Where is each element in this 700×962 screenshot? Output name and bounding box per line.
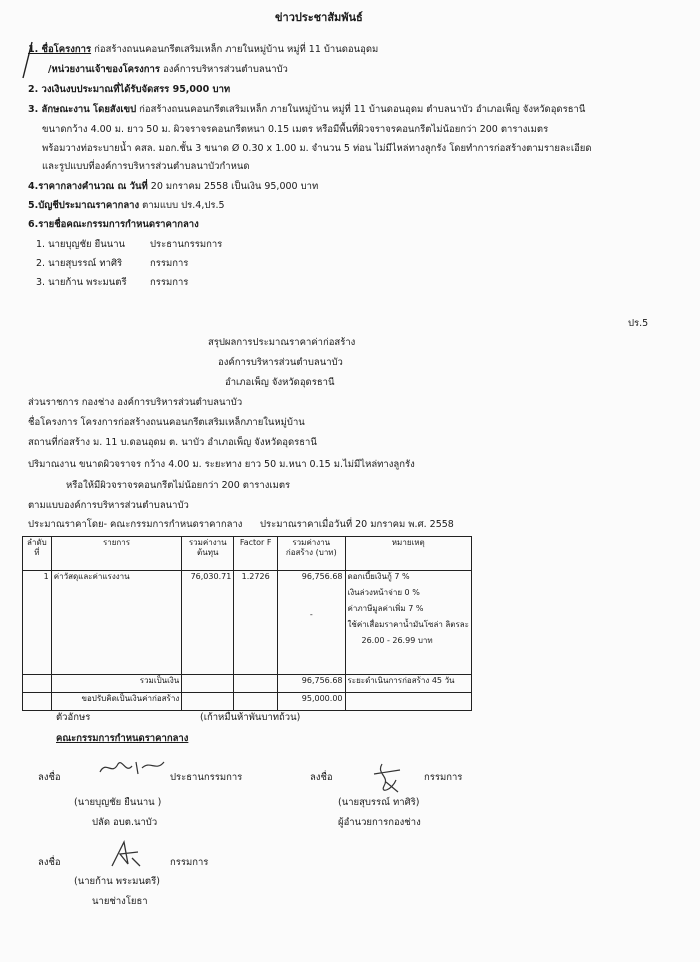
remark-advance: เงินล่วงหน้าจ่าย 0 % bbox=[347, 588, 420, 597]
signature-3-role: กรรมการ bbox=[170, 857, 209, 868]
signature-3-name: (นายก้าน พระมนตรี) bbox=[74, 876, 160, 887]
item-5-text: ตามแบบ ปร.4,ปร.5 bbox=[142, 200, 225, 211]
form-estimator: ประมาณราคาโดย- คณะกรรมการกำหนดราคากลาง bbox=[28, 519, 243, 530]
row-dash: - bbox=[309, 610, 313, 619]
remark-fuel-range: 26.00 - 26.99 บาท bbox=[361, 636, 433, 645]
letters-label: ตัวอักษร bbox=[56, 712, 91, 723]
item-3-line-1: ก่อสร้างถนนคอนกรีตเสริมเหล็ก ภายในหมู่บ้าน หมู่ที่ 11 บ้านดอนอุดม ตำบลนาบัว อำเภอเพ็ญ จังหวัดอุดรธานี bbox=[139, 104, 586, 115]
committee-member-2-name: 2. นายสุบรรณ์ ทาศิริ bbox=[36, 258, 123, 269]
header-item: รายการ bbox=[51, 537, 181, 571]
item-5-label: 5.บัญชีประมาณราคากลาง bbox=[28, 200, 140, 211]
item-1b-label: /หน่วยงานเจ้าของโครงการ bbox=[48, 64, 160, 75]
signature-2 bbox=[368, 760, 408, 796]
row-total-cell bbox=[278, 571, 345, 675]
page-title: ข่าวประชาสัมพันธ์ bbox=[275, 11, 363, 24]
item-3-line-2: ขนาดกว้าง 4.00 ม. ยาว 50 ม. ผิวจราจรคอนกรีตหนา 0.15 เมตร หรือมีพื้นที่ผิวจราจรคอนกรีตไม่น้อยกว่า 200 ตารางเมตร bbox=[42, 124, 549, 135]
header-no: ลำดับที่ bbox=[23, 537, 52, 571]
item-3 bbox=[28, 104, 585, 116]
row-remarks bbox=[345, 571, 472, 675]
row-factor: 1.2726 bbox=[234, 571, 278, 675]
item-3-label: 3. ลักษณะงาน โดยสังเขป bbox=[28, 104, 137, 115]
sign-word-2: ลงชื่อ bbox=[310, 772, 333, 783]
remark-vat: ค่าภาษีมูลค่าเพิ่ม 7 % bbox=[347, 604, 424, 613]
form-project: ชื่อโครงการ โครงการก่อสร้างถนนคอนกรีตเสริมเหล็กภายในหมู่บ้าน bbox=[28, 417, 305, 428]
committee-heading: คณะกรรมการกำหนดราคากลาง bbox=[56, 733, 189, 744]
table-sum-row bbox=[23, 675, 472, 693]
row-item: ค่าวัสดุและค่าแรงงาน bbox=[51, 571, 181, 675]
round-value: 95,000.00 bbox=[278, 693, 345, 711]
committee-member-1-name: 1. นายบุญชัย ยืนนาน bbox=[36, 239, 126, 250]
form-quantity-2: หรือให้มีผิวจราจรคอนกรีตไม่น้อยกว่า 200 ตารางเมตร bbox=[66, 480, 291, 491]
form-heading-3: อำเภอเพ็ญ จังหวัดอุดรธานี bbox=[225, 377, 335, 388]
item-1-label: 1. ชื่อโครงการ bbox=[28, 44, 92, 55]
table-header-row bbox=[23, 537, 472, 571]
sum-value: 96,756.68 bbox=[278, 675, 345, 693]
form-estimate-date: ประมาณราคาเมื่อวันที่ 20 มกราคม พ.ศ. 2558 bbox=[260, 519, 454, 530]
item-4-label: 4.ราคากลางคำนวณ ณ วันที่ bbox=[28, 181, 148, 192]
item-4 bbox=[28, 181, 318, 193]
item-1-text: ก่อสร้างถนนคอนกรีตเสริมเหล็ก ภายในหมู่บ้าน หมู่ที่ 11 บ้านดอนอุดม bbox=[94, 44, 379, 55]
row-cost: 76,030.71 bbox=[182, 571, 234, 675]
remark-interest: ดอกเบี้ยเงินกู้ 7 % bbox=[347, 572, 410, 581]
header-remark: หมายเหตุ bbox=[345, 537, 472, 571]
committee-member-1-role: ประธานกรรมการ bbox=[150, 239, 223, 250]
sum-label: รวมเป็นเงิน bbox=[51, 675, 181, 693]
signature-1 bbox=[92, 754, 172, 784]
item-4-text: 20 มกราคม 2558 เป็นเงิน 95,000 บาท bbox=[150, 181, 319, 192]
remark-fuel: ใช้ค่าเสื่อมราคาน้ำมันโซล่า ลิตรละ bbox=[347, 620, 469, 629]
signature-3 bbox=[108, 838, 144, 870]
table-round-row bbox=[23, 693, 472, 711]
row-total: 96,756.68 bbox=[301, 572, 343, 581]
committee-member-3-name: 3. นายก้าน พระมนตรี bbox=[36, 277, 127, 288]
committee-member-3-role: กรรมการ bbox=[150, 277, 189, 288]
item-3-line-3: พร้อมวางท่อระบายน้ำ คสล. มอก.ชั้น 3 ขนาด Ø 0.30 x 1.00 ม. จำนวน 5 ท่อน ไม่มีไหล่ทางลูกรัง โดยทำการก่อสร้างตามรายละเอียด bbox=[42, 143, 592, 154]
table-row bbox=[23, 571, 472, 675]
signature-2-name: (นายสุบรรณ์ ทาศิริ) bbox=[338, 797, 420, 808]
sign-word-1: ลงชื่อ bbox=[38, 772, 61, 783]
form-code: ปร.5 bbox=[628, 318, 649, 329]
round-label: ขอปรับคิดเป็นเงินค่าก่อสร้าง bbox=[51, 693, 181, 711]
item-5 bbox=[28, 200, 225, 212]
sign-word-3: ลงชื่อ bbox=[38, 857, 61, 868]
signature-2-position: ผู้อำนวยการกองช่าง bbox=[338, 817, 421, 828]
item-1b bbox=[48, 64, 288, 76]
estimate-table bbox=[22, 536, 472, 711]
signature-2-role: กรรมการ bbox=[424, 772, 463, 783]
item-6-label: 6.รายชื่อคณะกรรมการกำหนดราคากลาง bbox=[28, 219, 199, 230]
signature-1-name: (นายบุญชัย ยืนนาน ) bbox=[74, 797, 162, 808]
construction-duration: ระยะดำเนินการก่อสร้าง 45 วัน bbox=[345, 675, 472, 693]
form-pattern: ตามแบบองค์การบริหารส่วนตำบลนาบัว bbox=[28, 500, 189, 511]
form-heading-2: องค์การบริหารส่วนตำบลนาบัว bbox=[218, 357, 343, 368]
item-2: 2. วงเงินงบประมาณที่ได้รับจัดสรร 95,000 บาท bbox=[28, 84, 231, 95]
header-total: รวมค่างานก่อสร้าง (บาท) bbox=[278, 537, 345, 571]
item-1 bbox=[28, 44, 378, 56]
signature-3-position: นายช่างโยธา bbox=[92, 896, 148, 907]
signature-1-role: ประธานกรรมการ bbox=[170, 772, 243, 783]
form-quantity-1: ปริมาณงาน ขนาดผิวจราจร กว้าง 4.00 ม. ระยะทาง ยาว 50 ม.หนา 0.15 ม.ไม่มีไหล่ทางลูกรัง bbox=[28, 459, 415, 470]
item-1b-text: องค์การบริหารส่วนตำบลนาบัว bbox=[163, 64, 288, 75]
header-cost: รวมค่างาน ต้นทุน bbox=[182, 537, 234, 571]
header-factor: Factor F bbox=[234, 537, 278, 571]
letters-value: (เก้าหมื่นห้าพันบาทถ้วน) bbox=[200, 712, 301, 723]
committee-member-2-role: กรรมการ bbox=[150, 258, 189, 269]
handwritten-slash-mark bbox=[20, 40, 34, 80]
form-department: ส่วนราชการ กองช่าง องค์การบริหารส่วนตำบลนาบัว bbox=[28, 397, 243, 408]
form-site: สถานที่ก่อสร้าง ม. 11 บ.ดอนอุดม ต. นาบัว อำเภอเพ็ญ จังหวัดอุดรธานี bbox=[28, 437, 317, 448]
item-3-line-4: และรูปแบบที่องค์การบริหารส่วนตำบลนาบัวกำหนด bbox=[42, 161, 250, 172]
form-heading-1: สรุปผลการประมาณราคาค่าก่อสร้าง bbox=[208, 337, 356, 348]
row-no: 1 bbox=[23, 571, 52, 675]
signature-1-position: ปลัด อบต.นาบัว bbox=[92, 817, 158, 828]
